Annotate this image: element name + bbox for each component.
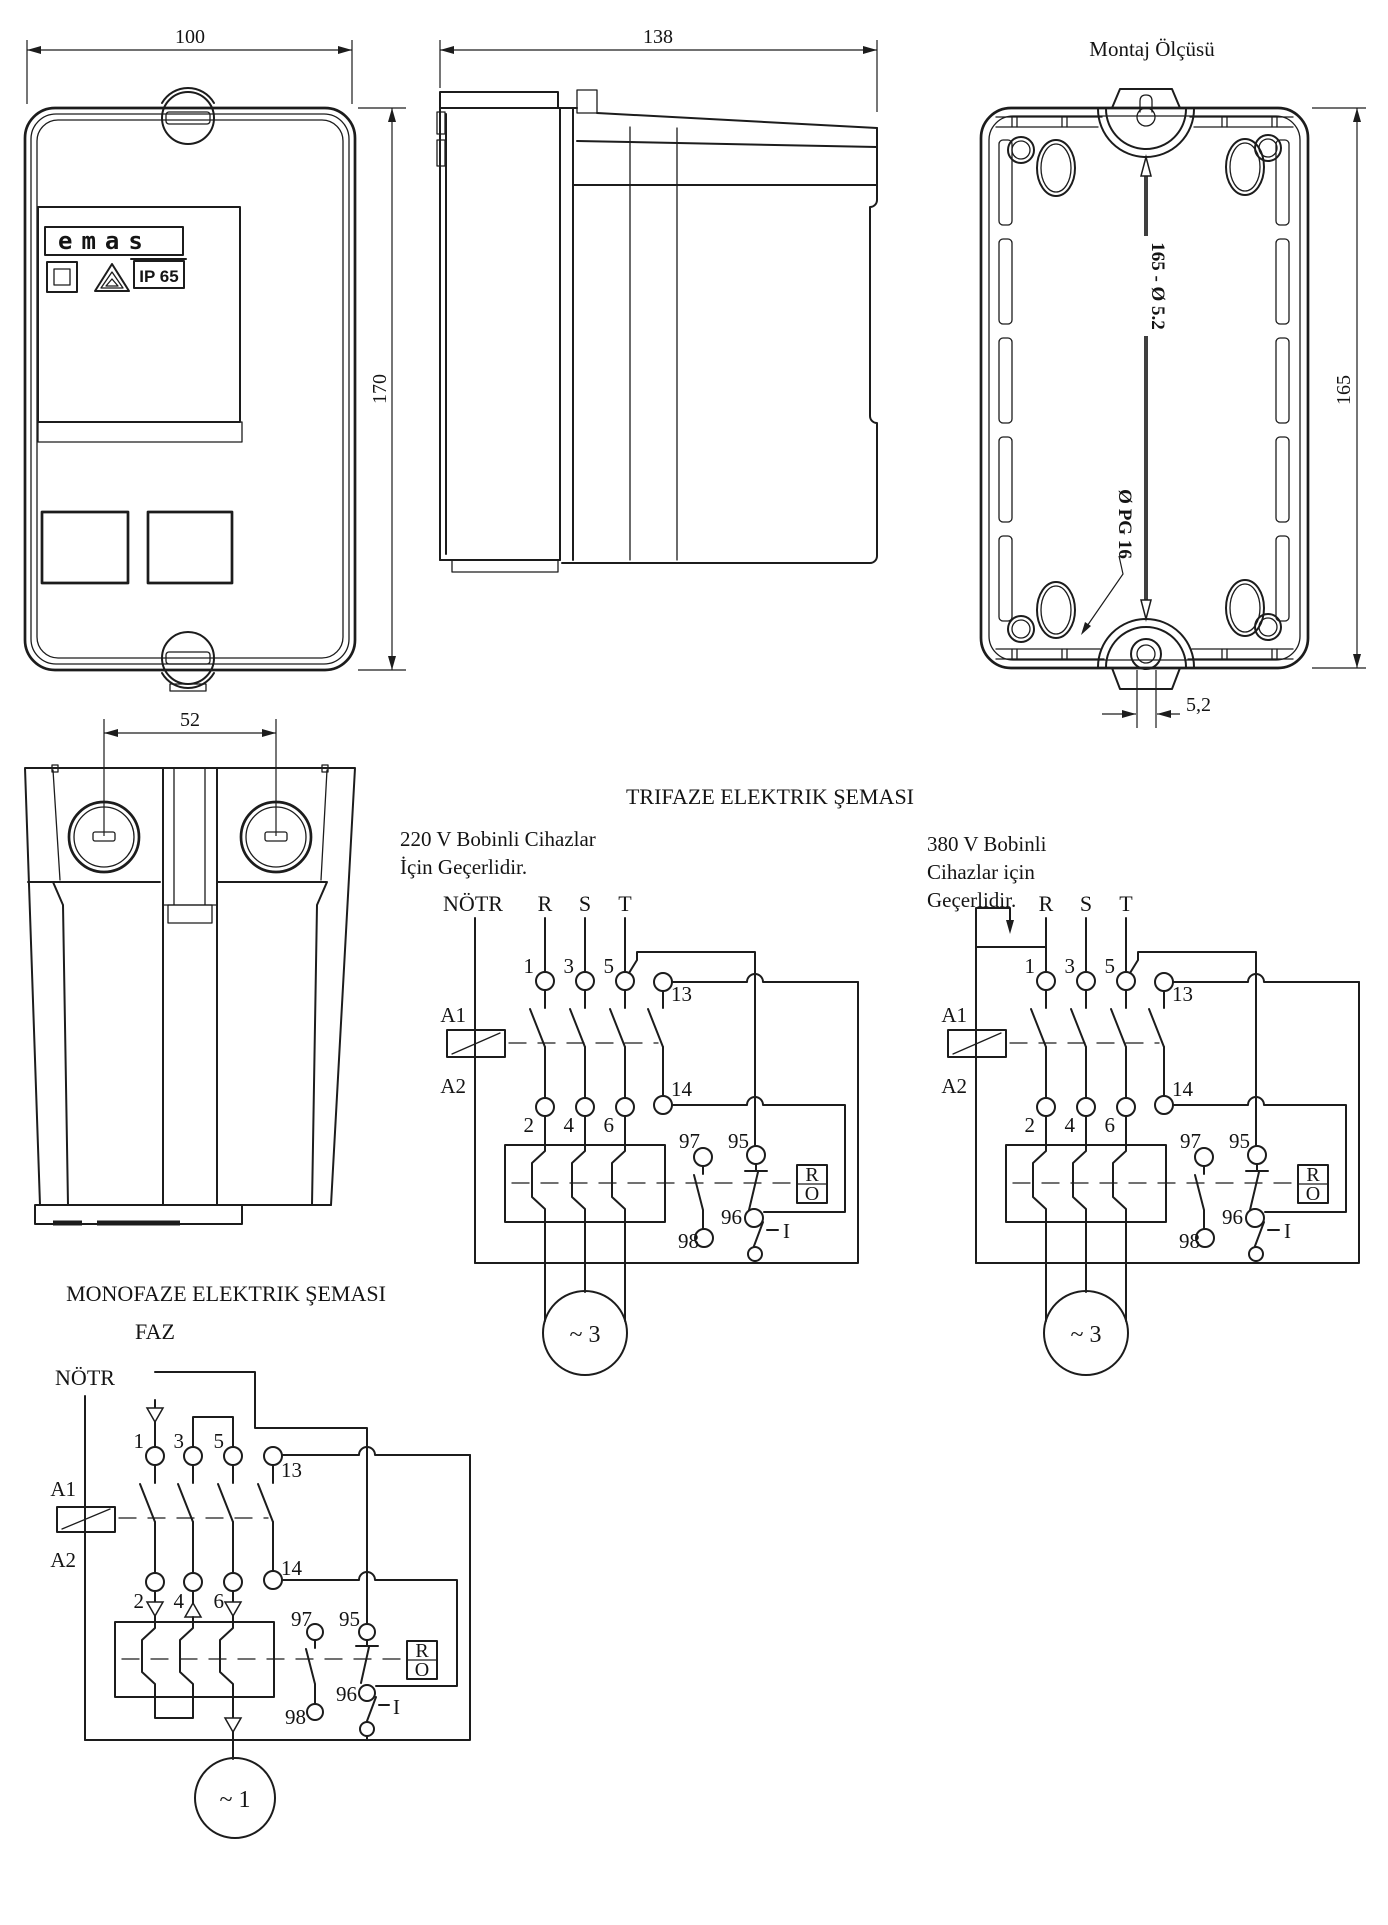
terminal-3-label: 3	[1064, 954, 1075, 978]
front-enclosure-outline	[25, 108, 355, 670]
terminal-97-label: 97	[679, 1129, 700, 1153]
side-profile-outline	[437, 90, 877, 572]
phase-s-label: S	[1079, 891, 1093, 916]
terminal-98-label: 98	[285, 1705, 306, 1729]
terminal-14-label: 14	[281, 1556, 302, 1580]
side-dim-depth	[440, 26, 877, 112]
reset-o-label: O	[1305, 1183, 1321, 1205]
front-view	[25, 26, 406, 691]
note-380-line2: Cihazlar için	[927, 860, 1035, 884]
terminal-5-label: 5	[1104, 954, 1115, 978]
top-screw-icon	[162, 88, 214, 144]
side-view	[437, 26, 877, 572]
terminal-4-label: 4	[1064, 1113, 1075, 1137]
terminal-97-label: 97	[1180, 1129, 1201, 1153]
coil-a1-label: A1	[440, 1003, 466, 1027]
terminal-2-label: 2	[523, 1113, 534, 1137]
coil-a1-label: A1	[50, 1477, 76, 1501]
mounting-dim-height	[1312, 108, 1366, 668]
triangle-symbol-icon	[95, 264, 129, 291]
start-contact-label: I	[393, 1695, 400, 1719]
jumper-marker-icon	[147, 1602, 163, 1616]
terminal-98-label: 98	[1179, 1229, 1200, 1253]
neutral-label: NÖTR	[443, 891, 503, 916]
coil-a1-label: A1	[941, 1003, 967, 1027]
front-width-value: 100	[175, 26, 205, 48]
arrowhead-icon	[262, 729, 276, 737]
phase-t-label: T	[1119, 891, 1133, 916]
emas-logo	[45, 227, 183, 255]
faz-label: FAZ	[135, 1319, 175, 1344]
terminal-2-label: 2	[133, 1589, 144, 1613]
side-depth-value: 138	[643, 26, 673, 48]
mounting-dim-hole	[1102, 670, 1211, 728]
stop-button-window	[148, 512, 232, 583]
terminal-95-label: 95	[339, 1607, 360, 1631]
motor-label: ~ 3	[1070, 1322, 1102, 1348]
arrowhead-icon	[1122, 710, 1136, 718]
bottom-view	[25, 709, 355, 1224]
ip65-badge	[131, 259, 186, 288]
motor-label: ~ 1	[219, 1787, 251, 1813]
terminal-13-label: 13	[1172, 982, 1193, 1006]
terminal-4-label: 4	[563, 1113, 574, 1137]
reset-r-label: R	[415, 1640, 429, 1662]
arrowhead-icon	[388, 108, 396, 122]
phase-r-label: R	[1038, 891, 1054, 916]
trifaze-section	[400, 784, 1359, 1375]
brand-text: emas	[58, 227, 152, 255]
circuit-380v	[941, 891, 1359, 1375]
neutral-label: NÖTR	[55, 1365, 115, 1390]
start-contact-label: I	[1284, 1219, 1291, 1243]
note-380-line1: 380 V Bobinli	[927, 832, 1047, 856]
square-symbol-icon	[47, 262, 77, 292]
start-contact-label: I	[783, 1219, 790, 1243]
terminal-4-label: 4	[173, 1589, 184, 1613]
bottom-screw-icon	[162, 632, 214, 691]
motor-label: ~ 3	[569, 1322, 601, 1348]
arrowhead-icon	[1157, 710, 1171, 718]
terminal-98-label: 98	[678, 1229, 699, 1253]
arrowhead-icon	[388, 656, 396, 670]
phase-s-label: S	[578, 891, 592, 916]
terminal-95-label: 95	[1229, 1129, 1250, 1153]
mounting-dim-gland	[1081, 489, 1135, 635]
terminal-14-label: 14	[671, 1077, 692, 1101]
terminal-97-label: 97	[291, 1607, 312, 1631]
note-220-line2: İçin Geçerlidir.	[400, 855, 528, 879]
note-380-line3: Geçerlidir.	[927, 888, 1017, 912]
monofaze-title: MONOFAZE ELEKTRIK ŞEMASI	[66, 1281, 386, 1306]
arrowhead-icon	[27, 46, 41, 54]
terminal-2-label: 2	[1024, 1113, 1035, 1137]
mounting-slot-dim-value: 165 - Ø 5.2	[1147, 242, 1168, 330]
hole-dim-value: 5,2	[1186, 694, 1211, 716]
reset-o-label: O	[804, 1183, 820, 1205]
arrowhead-icon	[1353, 654, 1361, 668]
mounting-title: Montaj Ölçüsü	[1089, 37, 1215, 61]
panel-lower-band	[38, 422, 242, 442]
arrowhead-icon	[863, 46, 877, 54]
arrowhead-icon	[1141, 600, 1151, 619]
coil-a2-label: A2	[440, 1074, 466, 1098]
terminal-13-label: 13	[671, 982, 692, 1006]
start-button-window	[42, 512, 128, 583]
terminal-1-label: 1	[523, 954, 534, 978]
jumper-marker-icon	[185, 1603, 201, 1617]
terminal-1-label: 1	[133, 1429, 144, 1453]
arrowhead-icon	[1353, 108, 1361, 122]
gland-dim-value: Ø PG 16	[1114, 489, 1135, 559]
front-dim-height	[358, 108, 406, 670]
bottom-dim-spacing	[104, 709, 276, 836]
trifaze-title: TRIFAZE ELEKTRIK ŞEMASI	[625, 784, 915, 809]
terminal-96-label: 96	[336, 1682, 357, 1706]
arrowhead-icon	[1006, 920, 1014, 934]
motor-feed-marker-icon	[225, 1718, 241, 1732]
coil-a2-label: A2	[941, 1074, 967, 1098]
terminal-6-label: 6	[213, 1589, 224, 1613]
front-height-value: 170	[369, 374, 391, 404]
circuit-monofaze	[50, 1372, 470, 1838]
reset-o-label: O	[414, 1659, 430, 1681]
coil-a2-label: A2	[50, 1548, 76, 1572]
terminal-96-label: 96	[1222, 1205, 1243, 1229]
arrowhead-icon	[338, 46, 352, 54]
terminal-96-label: 96	[721, 1205, 742, 1229]
terminal-5-label: 5	[213, 1429, 224, 1453]
terminal-14-label: 14	[1172, 1077, 1193, 1101]
circuit-220v	[440, 891, 858, 1375]
phase-r-label: R	[537, 891, 553, 916]
reset-r-label: R	[805, 1164, 819, 1186]
jumper-marker-icon	[225, 1602, 241, 1616]
arrowhead-icon	[104, 729, 118, 737]
terminal-3-label: 3	[173, 1429, 184, 1453]
terminal-3-label: 3	[563, 954, 574, 978]
phase-t-label: T	[618, 891, 632, 916]
mounting-view	[981, 37, 1366, 728]
terminal-5-label: 5	[603, 954, 614, 978]
reset-r-label: R	[1306, 1164, 1320, 1186]
note-220-line1: 220 V Bobinli Cihazlar	[400, 827, 596, 851]
spacing-dim-value: 52	[180, 709, 200, 731]
terminal-13-label: 13	[281, 1458, 302, 1482]
arrowhead-icon	[1081, 622, 1091, 635]
arrowhead-icon	[440, 46, 454, 54]
ip65-text: IP 65	[139, 267, 179, 286]
terminal-6-label: 6	[1104, 1113, 1115, 1137]
monofaze-section	[50, 1281, 470, 1838]
terminal-6-label: 6	[603, 1113, 614, 1137]
terminal-1-label: 1	[1024, 954, 1035, 978]
terminal-95-label: 95	[728, 1129, 749, 1153]
arrowhead-icon	[1141, 157, 1151, 176]
phase-marker-icon	[147, 1408, 163, 1422]
mounting-dim-slots	[1141, 157, 1168, 619]
mounting-height-value: 165	[1333, 375, 1355, 405]
